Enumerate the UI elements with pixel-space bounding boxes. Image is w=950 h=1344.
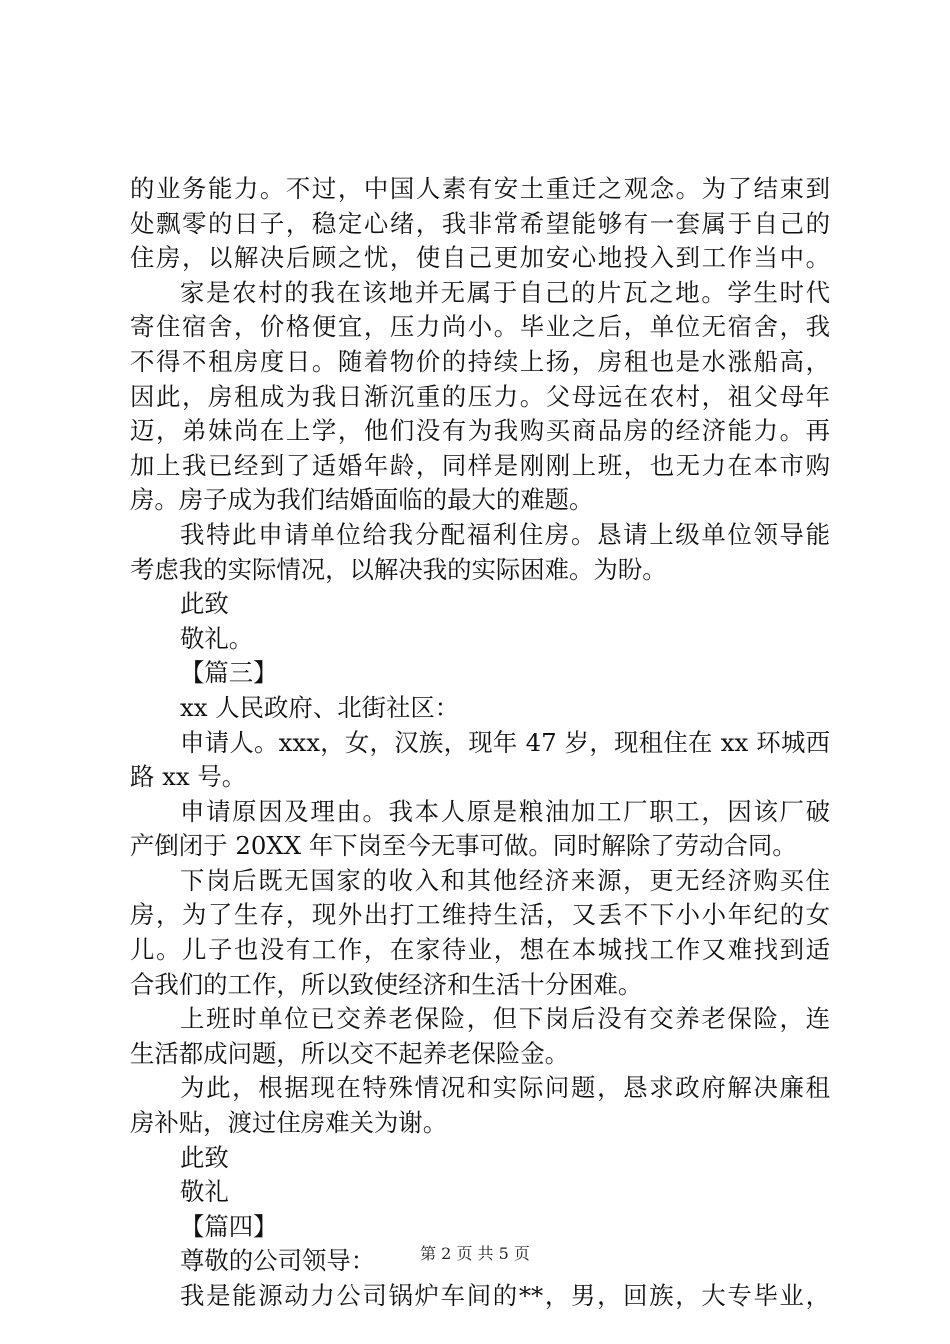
closing-line: 敬礼	[180, 1177, 229, 1207]
text-line: 不得不租房度日。随着物价的持续上扬，房租也是水涨船高，	[130, 346, 830, 376]
text-line: 申请人。xxx，女，汉族，现年 47 岁，现租住在 xx 环城西	[180, 727, 830, 757]
closing-line: 敬礼。	[180, 623, 254, 653]
section-heading: 【篇四】	[180, 1211, 278, 1241]
text-line: 我特此申请单位给我分配福利住房。恳请上级单位领导能	[180, 519, 830, 549]
text-line: 合我们的工作，所以致使经济和生活十分困难。	[130, 969, 643, 999]
text-line: 考虑我的实际情况，以解决我的实际困难。为盼。	[130, 554, 667, 584]
text-line: 因此，房租成为我日渐沉重的压力。父母远在农村，祖父母年	[130, 381, 830, 411]
text-line: 迈，弟妹尚在上学，他们没有为我购买商品房的经济能力。再	[130, 416, 830, 446]
text-line: 产倒闭于 20XX 年下岗至今无事可做。同时解除了劳动合同。	[130, 831, 797, 861]
text-line: 下岗后既无国家的收入和其他经济来源，更无经济购买住	[180, 865, 830, 895]
text-line: 加上我已经到了适婚年龄，同样是刚刚上班，也无力在本市购	[130, 450, 830, 480]
section-heading: 【篇三】	[180, 658, 278, 688]
text-line: 房补贴，渡过住房难关为谢。	[130, 1108, 448, 1138]
text-line: 寄住宿舍，价格便宜，压力尚小。毕业之后，单位无宿舍，我	[130, 312, 830, 342]
closing-line: 此致	[180, 1142, 229, 1172]
text-line: 处飘零的日子，稳定心绪，我非常希望能够有一套属于自己的	[130, 208, 830, 238]
salutation-line: 尊敬的公司领导：	[180, 1246, 376, 1276]
text-line: 申请原因及理由。我本人原是粮油加工厂职工，因该厂破	[180, 796, 830, 826]
text-line: 房。房子成为我们结婚面临的最大的难题。	[130, 485, 594, 515]
text-line: 家是农村的我在该地并无属于自己的片瓦之地。学生时代	[180, 277, 830, 307]
text-line: 路 xx 号。	[130, 762, 247, 792]
document-body	[130, 172, 830, 1314]
text-line: 住房，以解决后顾之忧，使自己更加安心地投入到工作当中。	[130, 243, 830, 273]
closing-line: 此致	[180, 589, 229, 619]
text-line: 我是能源动力公司锅炉车间的**，男，回族，大专毕业，	[180, 1281, 830, 1310]
text-line: 为此，根据现在特殊情况和实际问题，恳求政府解决廉租	[180, 1073, 830, 1103]
text-line: 儿。儿子也没有工作，在家待业，想在本城找工作又难找到适	[130, 935, 830, 965]
salutation-line: xx 人民政府、北街社区：	[180, 692, 460, 722]
page-number-footer: 第 2 页 共 5 页	[420, 1244, 530, 1263]
text-line: 上班时单位已交养老保险，但下岗后没有交养老保险，连	[180, 1004, 830, 1034]
text-line: 的业务能力。不过，中国人素有安土重迁之观念。为了结束到	[130, 174, 830, 203]
text-line: 房，为了生存，现外出打工维持生活，又丢不下小小年纪的女	[130, 900, 830, 930]
text-line: 生活都成问题，所以交不起养老保险金。	[130, 1038, 570, 1068]
